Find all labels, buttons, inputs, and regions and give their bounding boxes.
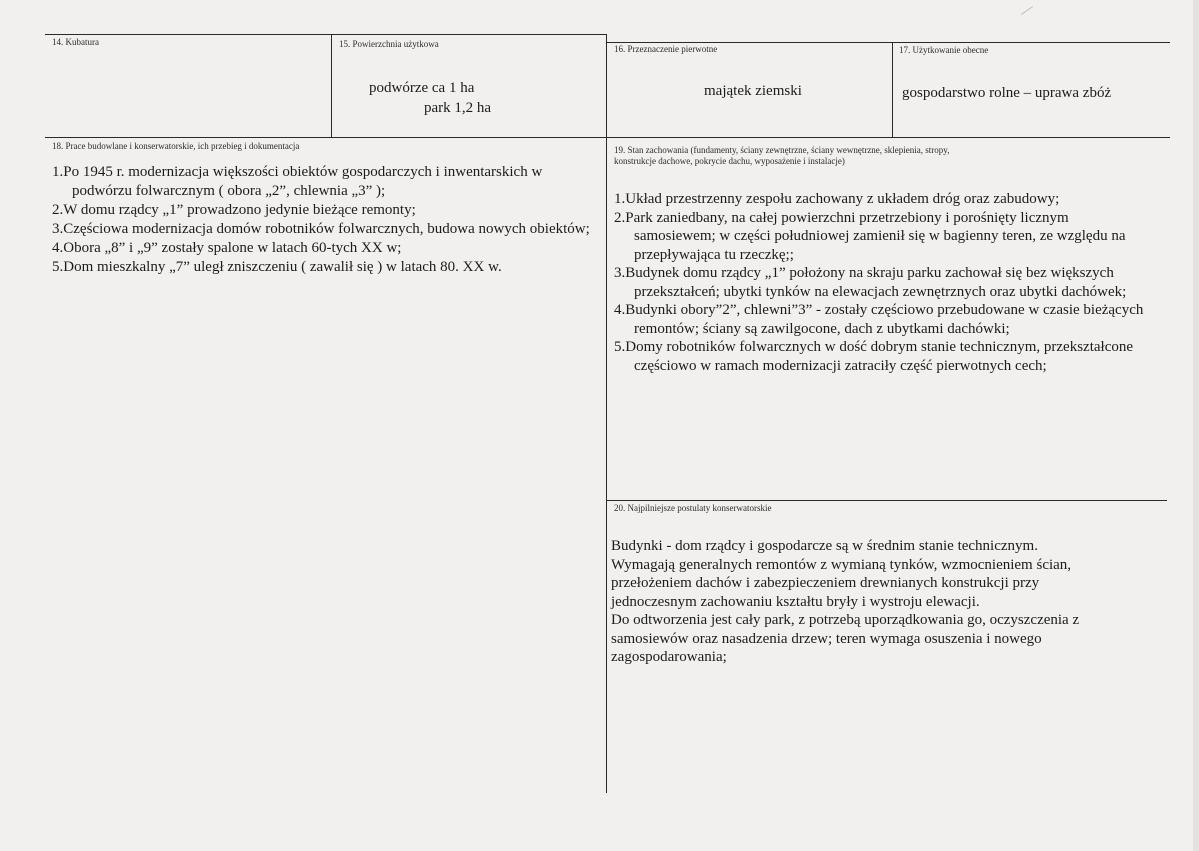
field-16-value: majątek ziemski [704,83,802,99]
list-item: 2.Park zaniedbany, na całej powierzchni przetrzebiony i porośnięty licznym samosiewem; w części południowej zamienił się w bagienny teren, ze względu na przepływająca tu rzeczkę;; [614,209,1126,263]
divider-17 [892,42,893,137]
row1-bottom-rule [45,137,1170,138]
text-line: Do odtworzenia jest cały park, z potrzebą uporządkowania go, oczyszczenia z [611,612,1080,628]
list-item: 5.Dom mieszkalny „7” uległ zniszczeniu ( zawalił się ) w latach 80. XX w. [52,259,502,275]
field-20-label: 20. Najpilniejsze postulaty konserwatorskie [614,503,772,513]
divider-15 [331,35,332,137]
text-line: przełożeniem dachów i zabezpieczeniem drewnianych konstrukcji przy [611,575,1040,591]
text-line: jednoczesnym zachowaniu kształtu bryły i wystroju elewacji. [611,593,980,610]
top-rule-right [607,42,1170,43]
field-19-list [614,190,1154,375]
text-line: zagospodarowania; [611,649,727,665]
paper-edge [1193,0,1199,851]
field-14-label: 14. Kubatura [52,37,99,47]
list-item: 4.Obora „8” i „9” zostały spalone w latach 60-tych XX w; [52,240,402,256]
field-17-value: gospodarstwo rolne – uprawa zbóż [902,85,1112,101]
list-item: 5.Domy robotników folwarcznych w dość dobrym stanie technicznym, przekształcone częściowo w ramach modernizacji zatraciły część pierwotnych cech; [614,339,1134,374]
field-15-label: 15. Powierzchnia użytkowa [339,39,439,49]
field-19-label: 19. Stan zachowania (fundamenty, ściany zewnętrzne, ściany wewnętrzne, sklepienia, stropy, [614,145,950,155]
field-18-list [52,163,602,277]
paper-mark [1021,6,1033,15]
list-item: 4.Budynki obory”2”, chlewni”3” - zostały częściowo przebudowane w czasie bieżących remontów; ściany są zawilgocone, dach z ubytkami dachówki; [614,302,1144,337]
field-20-text [611,537,1079,667]
field-18-label: 18. Prace budowlane i konserwatorskie, ich przebieg i dokumentacja [52,141,300,151]
list-item: 3.Częściowa modernizacja domów robotników folwarcznych, budowa nowych obiektów; [52,221,590,237]
f20-top-rule [607,500,1167,501]
text-line: samosiewów oraz nasadzenia drzew; teren wymaga osuszenia i nowego [611,630,1042,647]
field-15-value-yard: podwórze ca 1 ha [369,80,475,96]
field-19-label-cont: konstrukcje dachowe, pokrycie dachu, wyposażenie i instalacje) [614,156,845,166]
list-item: 2.W domu rządcy „1” prowadzono jedynie bieżące remonty; [52,202,416,218]
list-item: 1.Po 1945 r. modernizacja większości obiektów gospodarczych i inwentarskich w podwórzu folwarcznym ( obora „2”, chlewnia „3” ); [52,164,543,199]
field-15-value-park: park 1,2 ha [424,100,492,116]
text-line: Wymagają generalnych remontów z wymianą tynków, wzmocnieniem ścian, [611,556,1072,573]
text-line: Budynki - dom rządcy i gospodarcze są w średnim stanie technicznym. [611,538,1038,554]
top-rule [45,34,607,35]
list-item: 1.Układ przestrzenny zespołu zachowany z układem dróg oraz zabudowy; [614,191,1060,207]
field-16-label: 16. Przeznaczenie pierwotne [614,44,718,54]
field-17-label: 17. Użytkowanie obecne [899,45,989,55]
divider-main [606,35,607,793]
list-item: 3.Budynek domu rządcy „1” położony na skraju parku zachował się bez większych przekształceń; ubytki tynków na elewacjach zewnętrznych oraz ubytki dachówek; [614,265,1127,300]
